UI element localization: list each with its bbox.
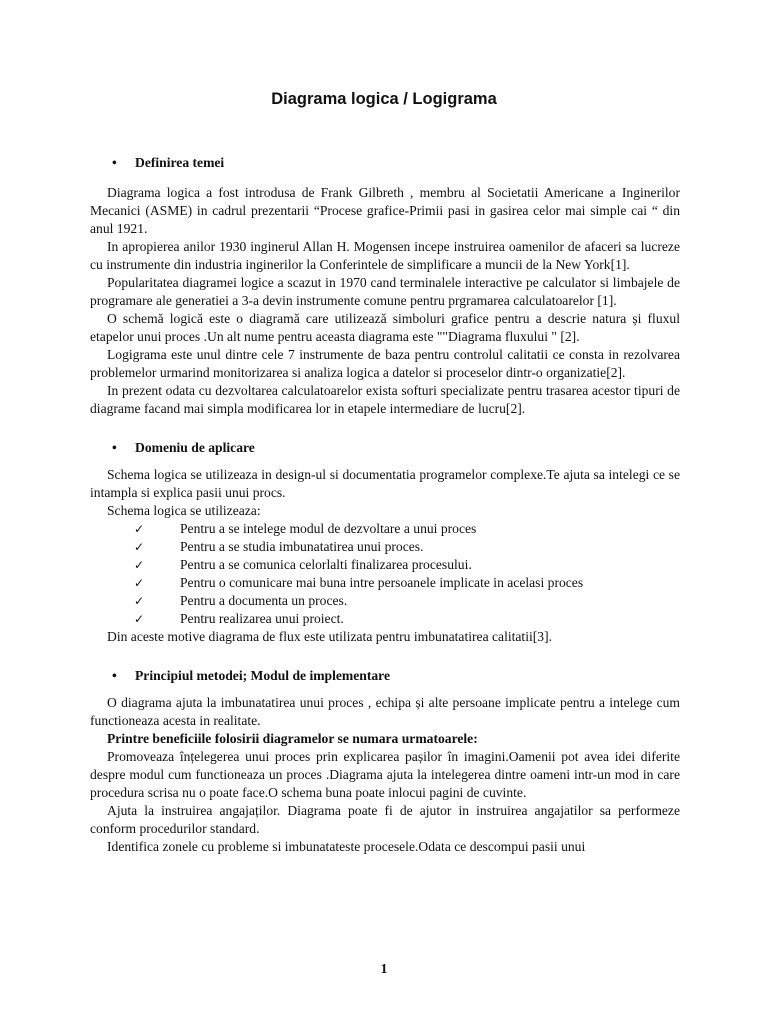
page-number: 1 [380, 962, 388, 977]
benefits-heading: Printre beneficiile folosirii diagramelor se numara urmatoarele: [107, 731, 478, 746]
paragraph: Popularitatea diagramei logice a scazut in 1970 cand terminalele interactive pe calculator si limbajele de programare ale generatiei a 3-a devin instrumente comune pentru prgramarea calculatoarelor [1]. [90, 275, 680, 308]
list-item [90, 520, 680, 538]
list-intro: Schema logica se utilizeaza: [107, 503, 261, 518]
bullet-icon: • [112, 440, 117, 455]
paragraph: Schema logica se utilizeaza in design-ul si documentatia programelor complexe.Te ajuta sa intelegi ce se intampla si explica pasii unui procs. [90, 467, 680, 500]
section-heading-text: Principiul metodei; Modul de implementare [135, 668, 390, 683]
paragraph: O schemă logică este o diagramă care utilizează simboluri grafice pentru a descrie natura și fluxul etapelor unui proces .Un alt nume pentru aceasta diagrama este ""Diagrama fluxului " [2]. [90, 311, 680, 344]
section-heading-principiul [90, 667, 680, 685]
paragraph: Logigrama este unul dintre cele 7 instrumente de baza pentru controlul calitatii ce consta in rezolvarea problemelor urmarind monitorizarea si analiza logica a datelor si proceselor dintr-o organizatie[2]. [90, 347, 680, 380]
list-item-text: Pentru o comunicare mai buna intre persoanele implicate in acelasi proces [180, 575, 584, 590]
bullet-icon: • [112, 155, 117, 170]
list-item [90, 538, 680, 556]
checkmark-icon: ✓ [134, 576, 145, 590]
list-item-text: Pentru a se studia imbunatatirea unui proces. [180, 539, 424, 554]
paragraph: Diagrama logica a fost introdusa de Frank Gilbreth , membru al Societatii Americane a Inginerilor Mecanici (ASME) in cadrul prezentarii “Procese grafice-Primii pasi in gasirea celor mai simple cai “ din anul 1921. [90, 185, 680, 236]
bullet-icon: • [112, 668, 117, 683]
checkmark-icon: ✓ [134, 612, 145, 626]
list-item-text: Pentru a se comunica celorlalti finalizarea procesului. [180, 557, 472, 572]
document-body [90, 154, 680, 856]
paragraph: In prezent odata cu dezvoltarea calculatoarelor exista softuri specializate pentru trasarea acestor tipuri de diagrame facand mai simpla modificarea lor in etapele intermediare de lucru[2]. [90, 383, 680, 416]
paragraph: O diagrama ajuta la imbunatatirea unui proces , echipa și alte persoane implicate pentru a intelege cum functioneaza acesta in realitate. [90, 695, 680, 728]
section-heading-text: Domeniu de aplicare [135, 440, 255, 455]
checkmark-icon: ✓ [134, 558, 145, 572]
list-item [90, 592, 680, 610]
paragraph: In apropierea anilor 1930 inginerul Allan H. Mogensen incepe instruirea oamenilor de afaceri sa lucreze cu instrumente din industria inginerilor la Conferintele de simplificare a muncii de la New York[1]. [90, 239, 680, 272]
checklist [90, 520, 680, 628]
checkmark-icon: ✓ [134, 522, 145, 536]
section-heading-domeniu [90, 439, 680, 457]
section-heading-definirea [90, 154, 680, 172]
paragraph: Promoveaza înțelegerea unui proces prin explicarea pașilor în imagini.Oamenii pot avea idei diferite despre modul cum functioneaza un proces .Diagrama ajuta la intelegerea dintre oameni intr-un mod in care procedura scrisa nu o poate face.O schema buna poate inlocui pagini de cuvinte. [90, 749, 680, 800]
section-heading-text: Definirea temei [135, 155, 225, 170]
list-item [90, 556, 680, 574]
list-item-text: Pentru a documenta un proces. [180, 593, 348, 608]
list-item-text: Pentru a se intelege modul de dezvoltare a unui proces [180, 521, 477, 536]
checkmark-icon: ✓ [134, 594, 145, 608]
document-title: Diagrama logica / Logigrama [271, 90, 497, 108]
paragraph: Ajuta la instruirea angajaților. Diagrama poate fi de ajutor in instruirea angajatilor sa performeze conform procedurilor standard. [90, 803, 680, 836]
paragraph: Identifica zonele cu probleme si imbunatateste procesele.Odata ce descompui pasii unui [107, 839, 586, 854]
list-item [90, 610, 680, 628]
list-item-text: Pentru realizarea unui proiect. [180, 611, 344, 626]
list-item [90, 574, 680, 592]
closing-paragraph: Din aceste motive diagrama de flux este utilizata pentru imbunatatirea calitatii[3]. [107, 629, 553, 644]
checkmark-icon: ✓ [134, 540, 145, 554]
